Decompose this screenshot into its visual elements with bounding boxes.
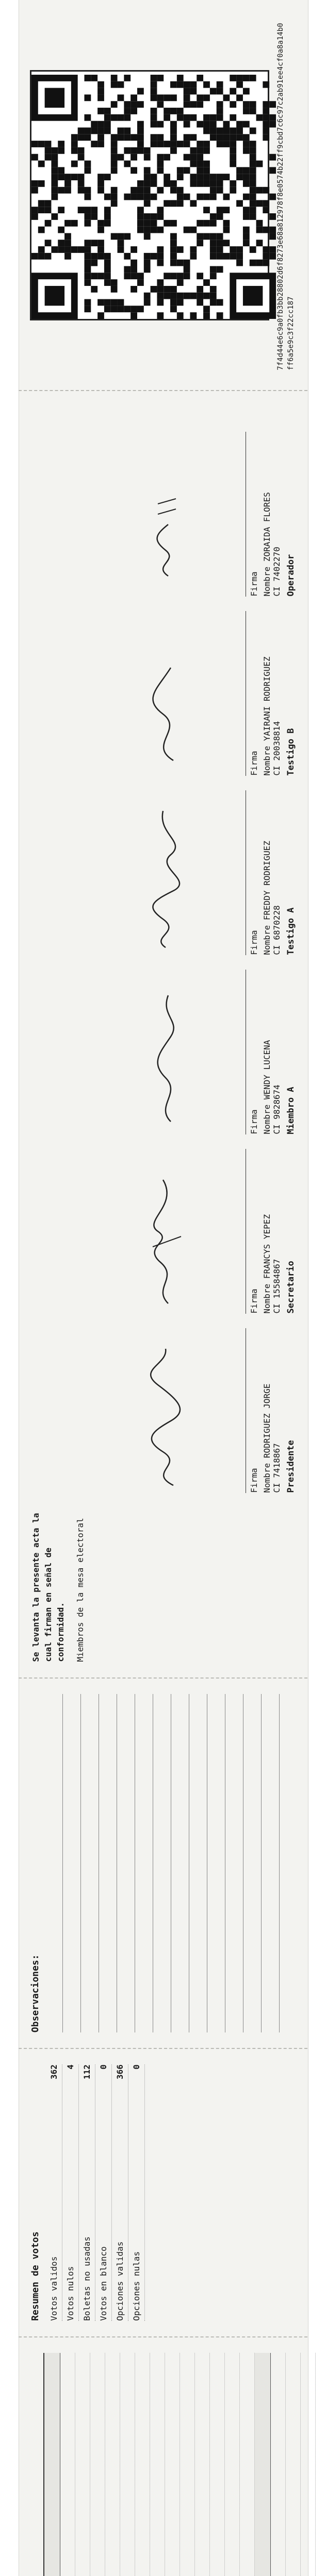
observations-section: [19, 1679, 307, 2049]
observation-line: [207, 1694, 225, 2033]
members-intro: [30, 1507, 296, 1662]
firma-label: Firma: [246, 970, 259, 1134]
members-subtitle: Miembros de la mesa electoral: [75, 1518, 85, 1662]
result-row: Votos validos 362: [46, 2064, 62, 2321]
candidate-spacer: [44, 2353, 60, 2576]
firma-label: Firma: [246, 790, 259, 955]
member-ci: CI 7402270: [272, 547, 282, 597]
member-name: Nombre YAIRANI RODRIGUEZ: [262, 656, 272, 776]
votes-table: [30, 2353, 326, 2576]
candidate-row: [255, 2353, 271, 2576]
member-name: Nombre WENDY LUCENA: [262, 1040, 272, 1134]
member-role: Testigo B: [286, 728, 296, 776]
candidate-spacer: [255, 2353, 271, 2576]
member-ci: CI 9828674: [272, 1084, 282, 1134]
party-row: [286, 2353, 301, 2576]
member-operador: [30, 432, 296, 597]
observations-title: Observaciones:: [30, 1954, 41, 2033]
member-name: Nombre RODRIGUEZ JORGE: [262, 1383, 272, 1493]
member-role: Operador: [286, 554, 296, 597]
party-letters: [105, 2353, 120, 2576]
col-letras: [30, 2353, 44, 2576]
qr-code-image: [31, 75, 276, 319]
party-letters: [60, 2353, 75, 2576]
member-name: Nombre ZORAIDA FLORES: [262, 492, 272, 597]
member-role: Secretario: [286, 1261, 296, 1314]
party-row: [60, 2353, 75, 2576]
party-row: [90, 2353, 105, 2576]
party-row: [316, 2353, 326, 2576]
qr-section: [19, 0, 307, 391]
observation-line: [243, 1694, 262, 2033]
result-row: Opciones validas 366: [112, 2064, 128, 2321]
party-letters: [195, 2353, 210, 2576]
party-letters: [301, 2353, 316, 2576]
party-row: [301, 2353, 316, 2576]
party-row: [150, 2353, 165, 2576]
member-name: Nombre FREDDY RODRIGUEZ: [262, 841, 272, 955]
party-row: [225, 2353, 240, 2576]
party-letters: [150, 2353, 165, 2576]
party-letters: [120, 2353, 135, 2576]
votes-header-row: [30, 2353, 44, 2576]
party-row: [75, 2353, 90, 2576]
observation-line: [117, 1694, 135, 2033]
observation-line: [153, 1694, 171, 2033]
member-ci: CI 7418867: [272, 1443, 282, 1493]
party-letters: [90, 2353, 105, 2576]
qr-code: [30, 70, 269, 320]
member-ci: CI 20038814: [272, 721, 282, 776]
party-row: [195, 2353, 210, 2576]
party-row: [105, 2353, 120, 2576]
party-letters: [225, 2353, 240, 2576]
member-secretario: [30, 1149, 296, 1314]
candidate-row: [44, 2353, 60, 2576]
member-testigo-a: [30, 790, 296, 955]
party-letters: [135, 2353, 150, 2576]
firma-label: Firma: [246, 1149, 259, 1314]
observation-lines: [45, 1694, 280, 2033]
conformity-text: Se levanta la presente acta la cual firman en señal de conformidad.: [31, 1513, 66, 1662]
party-letters: [210, 2353, 225, 2576]
member-ci: CI 6870228: [272, 905, 282, 955]
member-ci: CI 15584867: [272, 1259, 282, 1314]
party-row: [120, 2353, 135, 2576]
votes-section: [19, 2337, 307, 2576]
party-letters: [180, 2353, 195, 2576]
result-row: Boletas no usadas 112: [79, 2064, 95, 2321]
signature-image: [101, 1149, 246, 1314]
results-title: Resumen de votos: [30, 2231, 41, 2321]
party-letters: [286, 2353, 301, 2576]
signature-image: [101, 970, 246, 1134]
votes-body: [44, 2353, 326, 2576]
party-letters: [271, 2353, 286, 2576]
party-letters: [165, 2353, 180, 2576]
observation-line: [81, 1694, 99, 2033]
observation-line: [63, 1694, 81, 2033]
result-row: Opciones nulas 0: [128, 2064, 145, 2321]
party-letters: [240, 2353, 255, 2576]
firma-label: Firma: [246, 1328, 259, 1493]
member-miembro-a: [30, 970, 296, 1134]
member-role: Miembro A: [286, 1087, 296, 1134]
party-row: [165, 2353, 180, 2576]
signature-image: [101, 790, 246, 955]
observation-line: [135, 1694, 153, 2033]
firma-label: Firma: [246, 611, 259, 776]
party-letters: [75, 2353, 90, 2576]
members-section: [19, 391, 307, 1678]
party-row: [135, 2353, 150, 2576]
signature-image: [101, 611, 246, 776]
member-testigo-b: [30, 611, 296, 776]
member-name: Nombre FRANCYS YEPEZ: [262, 1214, 272, 1314]
member-role: Presidente: [286, 1440, 296, 1493]
observation-line: [189, 1694, 207, 2033]
party-row: [271, 2353, 286, 2576]
qr-hash: 7f4d44e6c9a0fb3bb28802d6f8273e68a812978f8e0574b22ff9cbd7c6c97c2ab91ee4cf0a8a14b0ff6a5e9c3f22cc187: [276, 23, 295, 370]
member-presidente: [30, 1328, 296, 1493]
observation-line: [171, 1694, 189, 2033]
results-summary: [19, 2049, 307, 2337]
result-row: Votos nulos 4: [62, 2064, 79, 2321]
party-letters: [316, 2353, 326, 2576]
observation-line: [45, 1694, 63, 2033]
party-row: [180, 2353, 195, 2576]
result-row: Votos en blanco 0: [95, 2064, 112, 2321]
signature-image: [101, 432, 246, 597]
member-role: Testigo A: [286, 907, 296, 955]
party-row: [240, 2353, 255, 2576]
party-row: [210, 2353, 225, 2576]
observation-line: [99, 1694, 117, 2033]
observation-line: [262, 1694, 280, 2033]
firma-label: Firma: [246, 432, 259, 597]
acta-receipt: [19, 0, 307, 2576]
signature-image: [101, 1328, 246, 1493]
observation-line: [225, 1694, 243, 2033]
